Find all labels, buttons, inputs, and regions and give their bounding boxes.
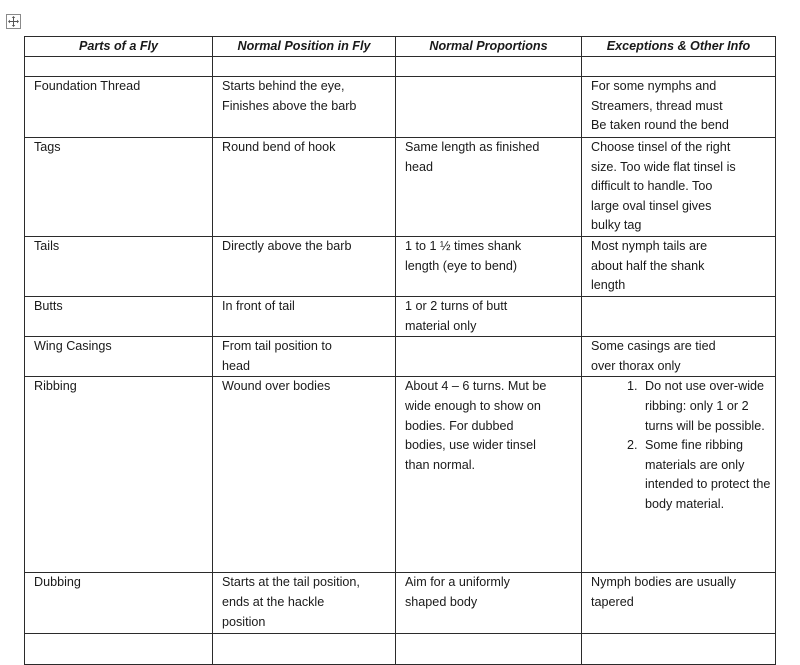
part-cell[interactable]: Tags [25,138,213,237]
exceptions-cell[interactable] [582,77,776,138]
table-row-partial [25,634,776,665]
cell-line: length [591,278,626,293]
cell-line: bodies. For dubbed [405,418,514,433]
cell-line: About 4 – 6 turns. Mut be [405,379,547,394]
cell-line: Round bend of hook [222,140,336,154]
cell-line: Nymph bodies are usually [591,575,736,590]
position-cell[interactable] [213,296,396,336]
table-cell[interactable] [582,57,776,77]
table-cell[interactable] [582,634,776,665]
exceptions-cell[interactable] [582,377,776,573]
cell-line: Starts at the tail position, [222,575,360,590]
list-item: 2. Some fine ribbing materials are only intended to protect the body material. [641,436,775,514]
exceptions-cell[interactable] [582,337,776,377]
cell-line: Most nymph tails are [591,238,708,253]
cell-line: Wound over bodies [222,379,331,394]
cell-line: than normal. [405,457,476,472]
cell-line: bodies, use wider tinsel [405,438,536,453]
table-row [25,337,776,377]
table-cell[interactable] [396,634,582,665]
proportions-cell[interactable] [396,337,582,377]
cell-line: In front of tail [222,298,295,313]
cell-line: Some casings are tied [591,339,716,354]
cell-line: material only [405,318,477,333]
header-row [25,37,776,57]
part-cell[interactable]: Tails [25,236,213,296]
cell-line: position [222,614,266,629]
table-cell[interactable] [396,57,582,77]
cell-line: 1 or 2 turns of butt [405,298,508,313]
table-row [25,236,776,296]
exceptions-cell[interactable] [582,236,776,296]
exceptions-cell[interactable] [582,573,776,634]
proportions-cell[interactable] [396,236,582,296]
part-cell[interactable]: Butts [25,296,213,336]
table-cell[interactable] [25,57,213,77]
exceptions-list [591,377,775,514]
exceptions-cell[interactable] [582,138,776,237]
table-row [25,138,776,237]
cell-line: about half the shank [591,258,705,273]
position-cell[interactable] [213,138,396,237]
cell-line: bulky tag [591,218,642,233]
cell-line: 1 to 1 ½ times shank [405,238,522,253]
position-cell[interactable] [213,337,396,377]
cell-line: over thorax only [591,358,681,373]
proportions-cell[interactable] [396,296,582,336]
cell-line: From tail position to [222,339,332,354]
table-row [25,573,776,634]
part-cell[interactable]: Foundation Thread [25,77,213,138]
cell-line: tapered [591,594,634,609]
cell-line: Streamers, thread must [591,98,723,113]
cell-line: For some nymphs and [591,79,717,93]
position-cell[interactable] [213,77,396,138]
part-cell[interactable]: Wing Casings [25,337,213,377]
cell-line: Starts behind the eye, [222,79,345,93]
proportions-cell[interactable] [396,138,582,237]
table-cell[interactable] [213,57,396,77]
part-cell[interactable]: Ribbing [25,377,213,573]
cell-line: Directly above the barb [222,238,352,253]
header-position[interactable]: Normal Position in Fly [213,37,396,57]
cell-line: shaped body [405,594,478,609]
cell-line: length (eye to bend) [405,258,518,273]
cell-line: Aim for a uniformly [405,575,510,590]
exceptions-cell[interactable] [582,296,776,336]
cell-line: size. Too wide flat tinsel is [591,159,736,174]
table-cell[interactable] [213,634,396,665]
cell-line: Same length as finished [405,140,540,154]
list-item: 1. Do not use over-wide ribbing: only 1 or 2 turns will be possible. [641,377,775,436]
blank-row [25,57,776,77]
position-cell[interactable] [213,573,396,634]
table-cell[interactable] [25,634,213,665]
cell-line: Finishes above the barb [222,98,357,113]
cell-line: wide enough to show on [405,398,541,413]
position-cell[interactable] [213,377,396,573]
table-row [25,77,776,138]
cell-line: large oval tinsel gives [591,198,712,213]
part-cell[interactable]: Dubbing [25,573,213,634]
header-exceptions[interactable]: Exceptions & Other Info [582,37,776,57]
cell-line: Be taken round the bend [591,118,729,133]
cell-line: head [222,358,251,373]
position-cell[interactable] [213,236,396,296]
cell-line: Choose tinsel of the right [591,140,731,154]
table-row [25,377,776,573]
header-proportions[interactable]: Normal Proportions [396,37,582,57]
header-parts[interactable]: Parts of a Fly [25,37,213,57]
cell-line: ends at the hackle [222,594,325,609]
proportions-cell[interactable] [396,77,582,138]
table-move-handle-icon[interactable] [6,14,21,29]
cell-line: difficult to handle. Too [591,179,713,194]
proportions-cell[interactable] [396,377,582,573]
table-row [25,296,776,336]
proportions-cell[interactable] [396,573,582,634]
cell-line: head [405,159,434,174]
fly-parts-table [24,36,776,665]
